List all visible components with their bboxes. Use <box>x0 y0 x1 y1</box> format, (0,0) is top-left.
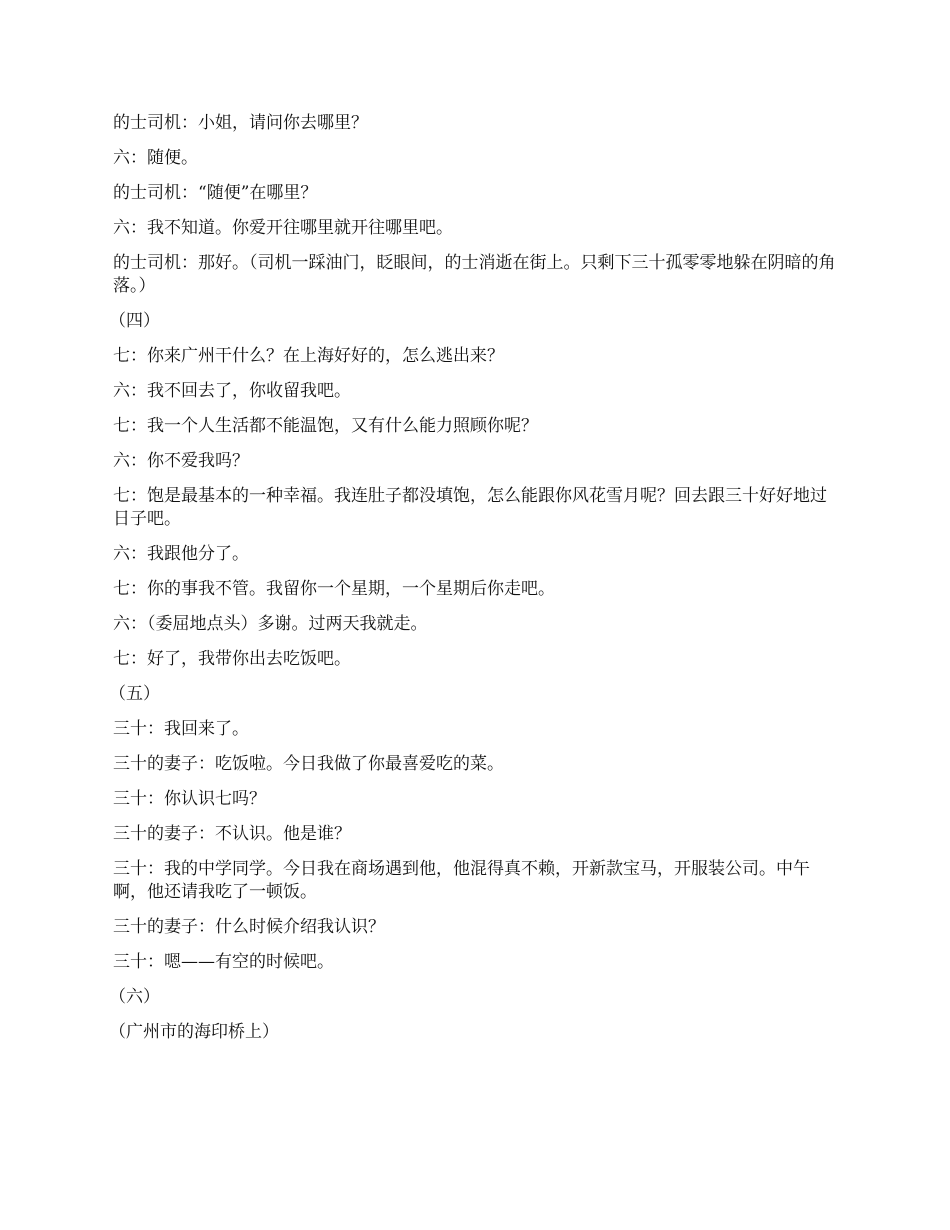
dialogue-line: 三十的妻子：不认识。他是谁？ <box>113 824 351 844</box>
dialogue-line: 七：我一个人生活都不能温饱，又有什么能力照顾你呢？ <box>113 416 538 436</box>
dialogue-line: 六：你不爱我吗？ <box>113 451 249 471</box>
dialogue-line: 三十：你认识七吗？ <box>113 789 266 809</box>
dialogue-line: 七：你来广州干什么？在上海好好的，怎么逃出来？ <box>113 346 504 366</box>
dialogue-line: 的士司机：小姐，请问你去哪里？ <box>113 113 368 133</box>
dialogue-line: 三十：我的中学同学。今日我在商场遇到他，他混得真不赖，开新款宝马，开服装公司。中午啊，他还请我吃了一顿饭。 <box>113 859 810 902</box>
scene-heading: （四） <box>109 311 160 331</box>
dialogue-line: 三十的妻子：吃饭啦。今日我做了你最喜爱吃的菜。 <box>113 754 504 774</box>
dialogue-line: 三十：我回来了。 <box>113 719 249 739</box>
dialogue-line: 六：我不回去了，你收留我吧。 <box>113 381 351 401</box>
dialogue-line: 六：我跟他分了。 <box>113 544 249 564</box>
dialogue-line: 三十：嗯——有空的时候吧。 <box>113 952 334 972</box>
scene-heading: （五） <box>109 684 160 704</box>
document-body <box>109 112 843 1056</box>
dialogue-line: 的士司机：那好。（司机一踩油门，眨眼间，的士消逝在街上。只剩下三十孤零零地躲在阴暗的角落。） <box>113 253 836 296</box>
dialogue-line: 六：我不知道。你爱开往哪里就开往哪里吧。 <box>113 218 453 238</box>
dialogue-line: 三十的妻子：什么时候介绍我认识？ <box>113 917 385 937</box>
dialogue-line: 六：随便。 <box>113 148 198 168</box>
dialogue-line: 七：好了，我带你出去吃饭吧。 <box>113 649 351 669</box>
stage-direction: （广州市的海印桥上） <box>109 1022 279 1042</box>
dialogue-line: 六：（委屈地点头）多谢。过两天我就走。 <box>113 614 428 634</box>
dialogue-line: 的士司机：“随便”在哪里？ <box>113 183 318 203</box>
scene-heading: （六） <box>109 987 160 1007</box>
dialogue-line: 七：饱是最基本的一种幸福。我连肚子都没填饱，怎么能跟你风花雪月呢？回去跟三十好好地过日子吧。 <box>113 486 827 529</box>
dialogue-line: 七：你的事我不管。我留你一个星期，一个星期后你走吧。 <box>113 579 555 599</box>
